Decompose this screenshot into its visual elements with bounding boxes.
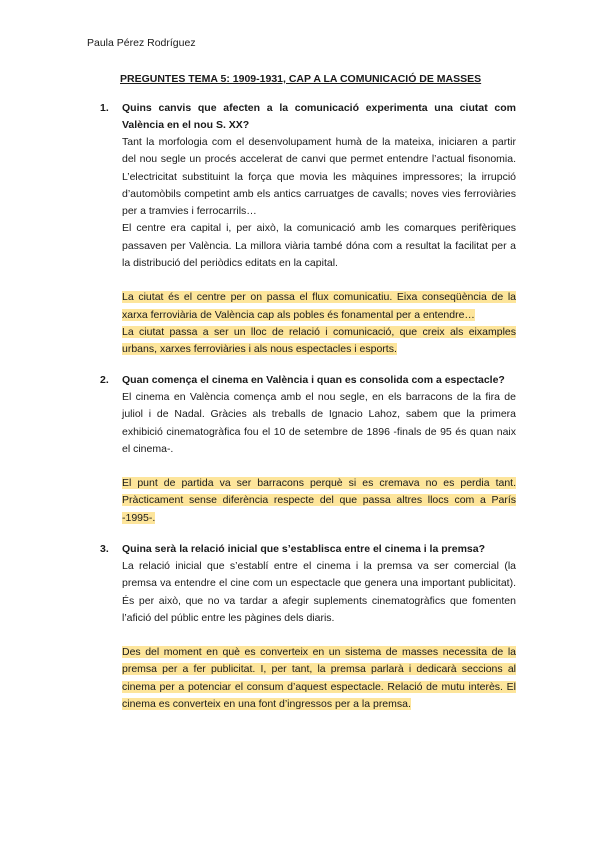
question-block-2	[100, 372, 516, 527]
highlighted-summary	[122, 644, 516, 713]
highlighted-summary	[122, 289, 516, 358]
question-number: 1.	[100, 102, 109, 114]
highlight-text: La ciutat és el centre per on passa el flux comunicatiu. Eixa conseqüència de la xarxa ferroviària de València cap als pobles és fonamental per a entendre…	[122, 291, 516, 321]
answer-paragraph: El centre era capital i, per això, la comunicació amb les comarques perifèriques passaven per València. La millora viària també dóna com a resultat la facilitat per a la distribució del periòdics editats en la capital.	[122, 222, 516, 270]
question-block-3	[100, 541, 516, 713]
question-text: Quina serà la relació inicial que s’establisca entre el cinema i la premsa?	[122, 543, 486, 555]
answer-body	[122, 558, 516, 627]
answer-paragraph: Tant la morfologia com el desenvolupament humà de la mateixa, iniciaren a partir del nou segle un procés accelerat de canvi que permet entendre l’actual fisonomia. L’electricitat substituint la força que movia les màquines impressores; la irrupció d’automòbils competint amb els antics carruatges de cavalls; noves vies ferroviàries per a tramvies i ferrocarrils…	[122, 136, 516, 218]
question-block-1	[100, 100, 516, 359]
question-heading	[100, 100, 516, 134]
highlight-text: El punt de partida va ser barracons perquè si es cremava no es perdia tant. Pràcticament sense diferència respecte del que passa altres llocs com a París -1995-.	[122, 477, 516, 524]
answer-body	[122, 134, 516, 272]
question-heading	[100, 541, 516, 558]
question-number: 3.	[100, 543, 109, 555]
document-title: PREGUNTES TEMA 5: 1909-1931, CAP A LA COMUNICACIÓ DE MASSES	[120, 73, 482, 85]
question-heading	[100, 372, 516, 389]
highlighted-summary	[122, 475, 516, 527]
highlight-text: Des del moment en què es converteix en un sistema de masses necessita de la premsa per a fer publicitat. I, per tant, la premsa parlarà i dedicarà seccions al cinema per a potenciar el consum d’aquest espectacle. Relació de mutu interès. El cinema es converteix en una font d’ingressos per a la premsa.	[122, 646, 516, 711]
question-text: Quan comença el cinema en València i quan es consolida com a espectacle?	[122, 374, 505, 386]
answer-paragraph: El cinema en València comença amb el nou segle, en els barracons de la fira de juliol i de Nadal. Gràcies als treballs de Ignacio Lahoz, sabem que la primera exhibició cinematogràfica fou el 10 de setembre de 1896 -finals de 95 és quan naix el cinema-.	[122, 391, 516, 455]
question-number: 2.	[100, 374, 109, 386]
highlight-text: La ciutat passa a ser un lloc de relació i comunicació, que creix als eixamples urbans, xarxes ferroviàries i als nous espectacles i esports.	[122, 325, 516, 356]
author-name: Paula Pérez Rodríguez	[87, 37, 196, 49]
answer-paragraph: La relació inicial que s’establí entre el cinema i la premsa va ser comercial (la premsa va entendre el cine com un espectacle que genera una important publicitat). És per això, que no va tardar a afegir suplements cinematogràfics que fomenten l’afició del públic entre les pàgines dels diaris.	[122, 560, 516, 624]
question-text: Quins canvis que afecten a la comunicació experimenta una ciutat com València en el nou S. XX?	[122, 102, 516, 131]
answer-body	[122, 389, 516, 458]
